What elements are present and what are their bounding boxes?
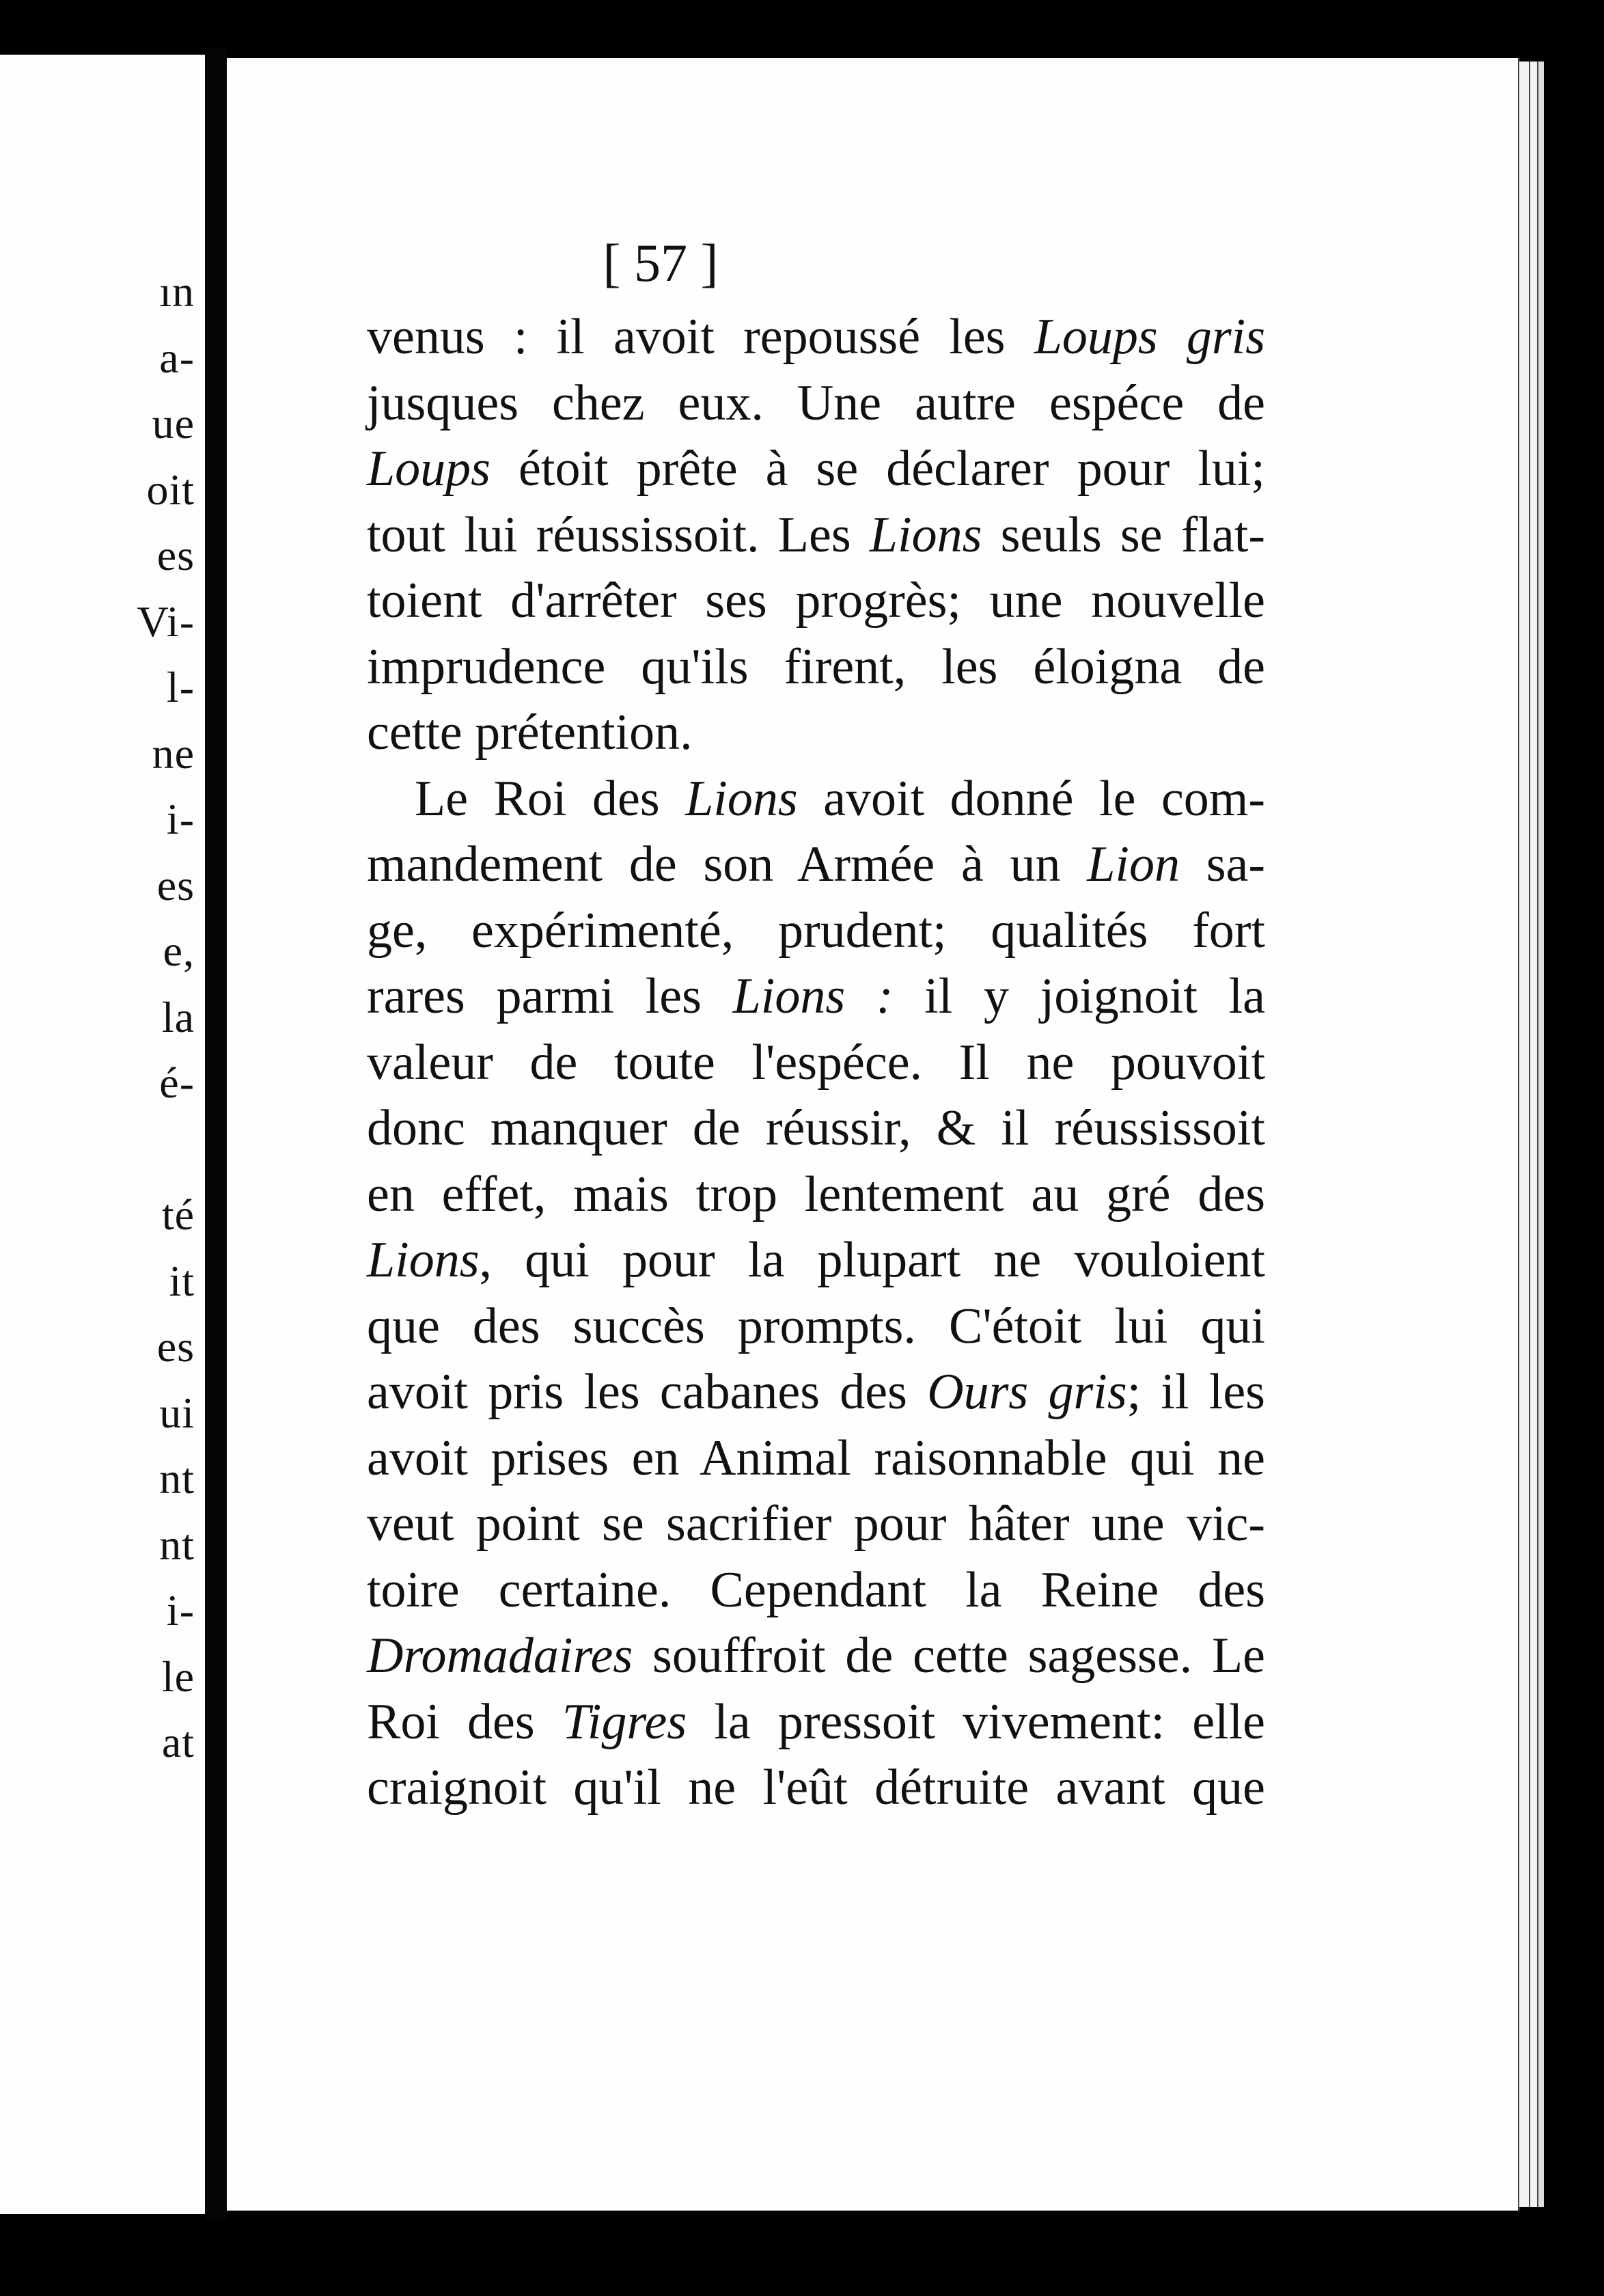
previous-page-fragment: es xyxy=(156,1322,195,1371)
previous-page-fragment: Vi- xyxy=(137,597,195,646)
previous-page-fragment: l- xyxy=(166,663,195,711)
text-run: Le Roi des xyxy=(415,770,686,827)
text-line xyxy=(367,832,1265,898)
text-line xyxy=(367,1557,1265,1624)
previous-page-fragment: ne xyxy=(152,728,195,778)
text-run: souffroit de cette sagesse. Le xyxy=(633,1628,1265,1684)
text-line xyxy=(367,1491,1265,1557)
previous-page-fragment: e, xyxy=(163,927,195,975)
italic-word: Lions xyxy=(869,506,982,563)
text-line xyxy=(367,1359,1265,1425)
text-run: jusques chez eux. Une autre espéce de xyxy=(367,374,1265,431)
previous-page-fragment: it xyxy=(169,1256,195,1305)
text-line xyxy=(367,1095,1265,1162)
previous-page-fragment: i- xyxy=(166,795,195,843)
previous-page-fragment: es xyxy=(156,531,195,579)
text-run: veut point se sacrifier pour hâter une vic- xyxy=(367,1496,1265,1552)
text-run: tout lui réussissoit. Les xyxy=(367,506,870,563)
previous-page-fragment: at xyxy=(161,1718,195,1766)
text-line xyxy=(367,304,1265,370)
italic-word: Loups gris xyxy=(1034,309,1266,365)
italic-word: Loups xyxy=(367,441,490,497)
italic-word: Lion xyxy=(1087,836,1180,892)
text-run: seuls se flat- xyxy=(982,506,1265,563)
text-line xyxy=(367,1689,1265,1755)
previous-page-fragment: é- xyxy=(159,1058,195,1107)
previous-page-fragment: i- xyxy=(166,1586,195,1635)
previous-page-fragment: té xyxy=(161,1190,195,1239)
text-run: mandement de son Armée à un xyxy=(367,836,1088,892)
text-run: donc manquer de réussir, & il réussissoit xyxy=(367,1100,1265,1156)
text-line xyxy=(367,1623,1265,1689)
previous-page-edge xyxy=(0,55,209,2214)
text-run: rares parmi les xyxy=(367,968,733,1024)
page-edge xyxy=(1529,62,1537,2207)
text-run: Roi des xyxy=(367,1693,562,1750)
text-run: en effet, mais trop lentement au gré des xyxy=(367,1166,1265,1222)
text-line xyxy=(367,1030,1265,1096)
page-edge xyxy=(1537,62,1544,2207)
page-edge xyxy=(1518,62,1529,2207)
text-run: toient d'arrêter ses progrès; une nouvelle xyxy=(367,573,1265,629)
text-run: , qui pour la plupart ne vouloient xyxy=(479,1232,1265,1288)
page-number: [ 57 ] xyxy=(603,233,719,292)
text-run: il y joignoit la xyxy=(893,968,1265,1024)
text-line xyxy=(367,1755,1265,1821)
text-line xyxy=(367,964,1265,1030)
text-line xyxy=(367,1425,1265,1492)
previous-page-fragment: ue xyxy=(152,399,195,448)
previous-page-fragment: a- xyxy=(159,333,195,382)
text-run: avoit pris les cabanes des xyxy=(367,1364,928,1420)
previous-page-fragment: es xyxy=(156,860,195,910)
previous-page-fragment: le xyxy=(161,1652,195,1701)
body-text xyxy=(367,304,1265,1821)
text-line xyxy=(367,1294,1265,1360)
text-run: imprudence qu'ils firent, les éloigna de xyxy=(367,638,1265,695)
text-run: venus : il avoit repoussé les xyxy=(367,309,1034,365)
text-run: étoit prête à se déclarer pour lui; xyxy=(490,441,1265,497)
text-run: que des succès prompts. C'étoit lui qui xyxy=(367,1298,1265,1354)
italic-word: Ours gris xyxy=(927,1364,1127,1420)
italic-word: Lions xyxy=(367,1232,480,1288)
text-run: ; il les xyxy=(1126,1364,1265,1420)
text-run: cette prétention. xyxy=(367,705,693,761)
text-run: avoit prises en Animal raisonnable qui ne xyxy=(367,1430,1265,1486)
text-line xyxy=(367,370,1265,437)
text-run: ge, expérimenté, prudent; qualités fort xyxy=(367,902,1265,959)
previous-page-fragment: ın xyxy=(159,267,195,316)
text-line xyxy=(367,1162,1265,1228)
text-run: la pressoit vivement: elle xyxy=(687,1693,1266,1750)
text-run: valeur de toute l'espéce. Il ne pouvoit xyxy=(367,1034,1265,1091)
previous-page-fragment: nt xyxy=(159,1520,195,1569)
book-page xyxy=(227,58,1520,2211)
previous-page-fragment: ui xyxy=(159,1388,195,1437)
previous-page-fragment: la xyxy=(161,992,195,1041)
text-run: toire certaine. Cependant la Reine des xyxy=(367,1561,1265,1618)
italic-word: Tigres xyxy=(562,1693,687,1750)
text-run: sa- xyxy=(1179,836,1265,892)
text-line xyxy=(367,766,1265,832)
previous-page-fragment: oit xyxy=(146,465,195,514)
text-run: craignoit qu'il ne l'eût détruite avant que xyxy=(367,1760,1265,1816)
italic-word: Lions : xyxy=(732,968,894,1024)
text-line xyxy=(367,634,1265,700)
text-line xyxy=(367,1227,1265,1294)
previous-page-fragment: nt xyxy=(159,1454,195,1503)
text-line xyxy=(367,898,1265,964)
text-line xyxy=(367,700,1265,766)
italic-word: Lions xyxy=(685,770,798,827)
book-gutter xyxy=(205,48,227,2221)
text-line xyxy=(367,502,1265,569)
text-run: avoit donné le com- xyxy=(797,770,1265,827)
text-line xyxy=(367,568,1265,634)
text-line xyxy=(367,436,1265,502)
italic-word: Dromadaires xyxy=(367,1628,633,1684)
